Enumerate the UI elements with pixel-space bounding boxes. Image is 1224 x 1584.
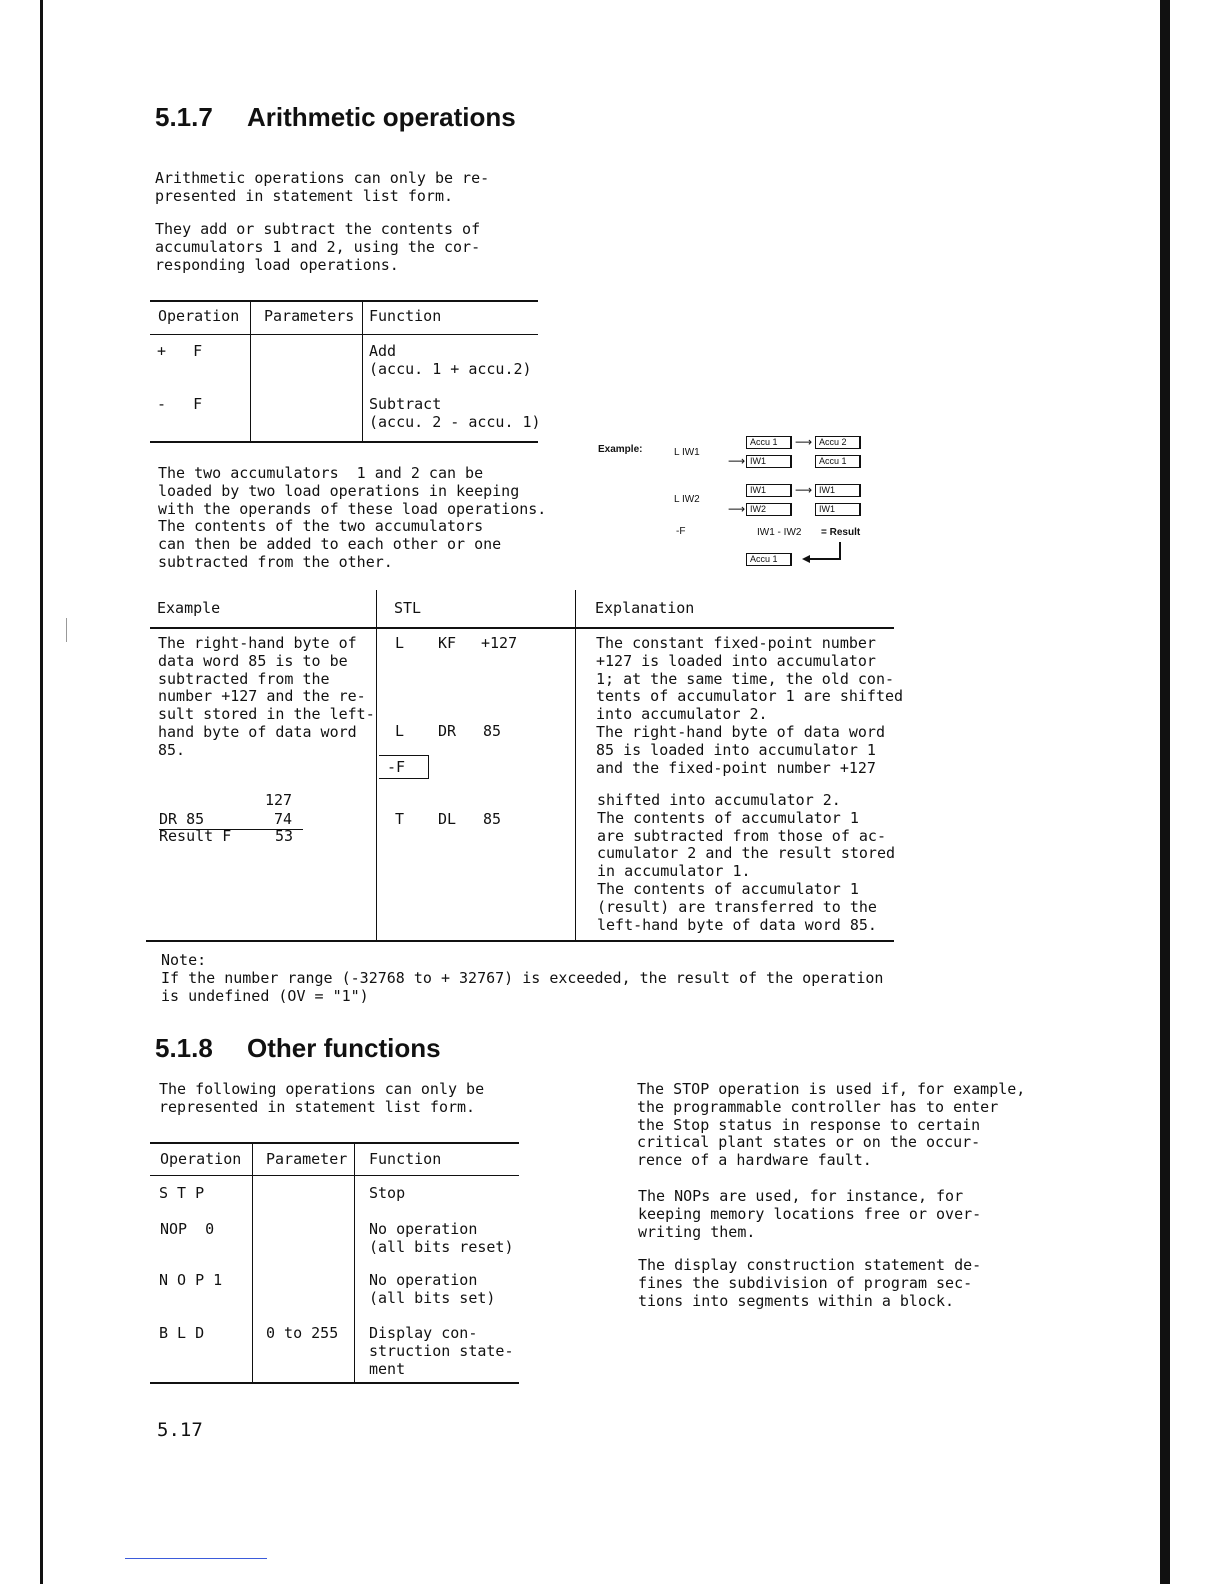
cell-function-stp: Stop: [369, 1184, 406, 1202]
accu2-box: Accu 2: [815, 436, 861, 449]
return-arrow-icon: [800, 540, 846, 564]
stl-op-2: L: [395, 722, 405, 740]
table-rule-top: [150, 300, 538, 302]
section-heading-5-1-8: [155, 1033, 441, 1064]
cell-operation-stp: S T P: [159, 1184, 205, 1202]
cell-function-subtract: Subtract (accu. 2 - accu. 1): [369, 395, 541, 431]
stl-operand-1: KF: [438, 634, 457, 652]
diagram-result-label: = Result: [821, 527, 861, 538]
footer-rule: [125, 1558, 267, 1559]
bld-paragraph: The display construction statement de- fines the subdivision of program sec- tions into segments within a block.: [638, 1256, 982, 1310]
explanation-part-2: shifted into accumulator 2. The contents of accumulator 1 are subtracted from those of ac- cumulator 2 and the result stored in accumulator 1. The contents of accumulator 1 (result) are transferred to the left-hand byte of data word 85.: [597, 791, 896, 934]
cell-operation-add: + F: [157, 342, 203, 360]
column-header-operation: Operation: [160, 1150, 242, 1168]
table-rule-bottom: [150, 441, 538, 443]
table-rule-header: [150, 334, 538, 335]
stl-value-1: +127: [481, 634, 518, 652]
table-col-divider: [575, 590, 576, 940]
column-header-stl: STL: [394, 599, 422, 617]
column-header-function: Function: [369, 1150, 442, 1168]
arrow-right-icon: ⟶: [728, 454, 746, 468]
calc-result-value: 53: [275, 827, 294, 845]
table-col-divider: [250, 300, 251, 442]
column-header-function: Function: [369, 307, 442, 325]
diagram-label: Example:: [598, 444, 643, 455]
accu1-box: Accu 1: [746, 436, 792, 449]
stl-operand-2: DR: [438, 722, 457, 740]
cell-operation-bld: B L D: [159, 1324, 205, 1342]
table-rule-header: [150, 627, 894, 629]
table-col-divider: [354, 1142, 355, 1383]
column-header-example: Example: [157, 599, 221, 617]
nop-paragraph: The NOPs are used, for instance, for keeping memory locations free or over- writing them.: [638, 1187, 982, 1241]
section-title: Other functions: [247, 1033, 441, 1063]
stl-operand-4: DL: [438, 810, 457, 828]
intro-paragraph-1: Arithmetic operations can only be re- presented in statement list form.: [155, 169, 490, 205]
other-functions-intro: The following operations can only be represented in statement list form.: [159, 1080, 485, 1116]
table-col-divider: [362, 300, 363, 442]
diagram-stmt-3: -F: [676, 526, 686, 537]
table-rule-top: [150, 1142, 519, 1144]
arrow-right-icon: ⟶: [795, 435, 813, 449]
table-rule-header: [150, 1175, 519, 1176]
arrow-right-icon: ⟶: [728, 502, 746, 516]
section-number: 5.1.8: [155, 1033, 213, 1063]
iw2-box: IW2: [746, 503, 792, 516]
column-header-parameter: Parameter: [266, 1150, 348, 1168]
calc-subtrahend-label: DR 85: [159, 810, 205, 828]
section-title: Arithmetic operations: [247, 102, 516, 132]
scan-edge-right: [1160, 0, 1170, 1584]
iw1-box: IW1: [746, 484, 792, 497]
stl-op-4: T: [395, 810, 405, 828]
cell-operation-subtract: - F: [157, 395, 203, 413]
scan-edge-left: [40, 0, 43, 1584]
stl-value-4: 85: [483, 810, 502, 828]
diagram-stmt-1: L IW1: [674, 447, 700, 458]
stl-op-3: -F: [387, 758, 406, 776]
scan-mark: [66, 618, 67, 642]
calc-subtrahend-value: 74: [274, 810, 293, 828]
cell-operation-nop0: NOP 0: [160, 1220, 215, 1238]
note: Note: If the number range (-32768 to + 32767) is exceeded, the result of the operation is undefined (OV = "1"): [161, 951, 884, 1005]
stl-op-1: L: [395, 634, 405, 652]
calc-result-label: Result F: [159, 827, 232, 845]
intro-paragraph-2: They add or subtract the contents of accumulators 1 and 2, using the cor- responding load operations.: [155, 220, 481, 274]
accu1-box: Accu 1: [815, 455, 861, 468]
cell-parameter-bld: 0 to 255: [266, 1324, 339, 1342]
diagram-formula: IW1 - IW2: [757, 527, 802, 538]
column-header-operation: Operation: [158, 307, 240, 325]
iw1-box: IW1: [815, 503, 861, 516]
arrow-right-icon: ⟶: [795, 483, 813, 497]
column-header-explanation: Explanation: [595, 599, 695, 617]
cell-function-nop1: No operation (all bits set): [369, 1271, 496, 1307]
example-description: The right-hand byte of data word 85 is to be subtracted from the number +127 and the re- sult stored in the left- hand byte of data word 85.: [158, 634, 375, 759]
stop-paragraph: The STOP operation is used if, for example, the programmable controller has to enter the Stop status in response to certain critical plant states or on the occur- rence of a hardware fault.: [637, 1080, 1026, 1170]
diagram-stmt-2: L IW2: [674, 494, 700, 505]
cell-function-bld: Display con- struction state- ment: [369, 1324, 514, 1378]
iw1-box: IW1: [746, 455, 792, 468]
table-col-divider: [252, 1142, 253, 1383]
column-header-parameters: Parameters: [264, 307, 355, 325]
iw1-box: IW1: [815, 484, 861, 497]
stl-value-2: 85: [483, 722, 502, 740]
section-heading-5-1-7: [155, 102, 516, 133]
result-accu1-box: Accu 1: [746, 553, 792, 566]
calc-minuend: 127: [265, 791, 293, 809]
table-col-divider: [376, 590, 377, 940]
table-rule-bottom: [150, 1382, 519, 1384]
cell-function-nop0: No operation (all bits reset): [369, 1220, 514, 1256]
page-number: 5.17: [157, 1419, 203, 1441]
cell-function-add: Add (accu. 1 + accu.2): [369, 342, 532, 378]
section-number: 5.1.7: [155, 102, 213, 132]
explanation-part-1: The constant fixed-point number +127 is loaded into accumulator 1; at the same time, the old con- tents of accumulator 1 are shifted into accumulator 2. The right-hand byte of data word 85 is loaded into accumulator 1 and the fixed-point number +127: [596, 634, 904, 777]
cell-operation-nop1: N O P 1: [159, 1271, 223, 1289]
table-rule-bottom: [146, 940, 894, 942]
accumulator-paragraph: The two accumulators 1 and 2 can be loaded by two load operations in keeping with the operands of these load operations. The contents of the two accumulators can then be added to each other or one subtracted from the other.: [158, 464, 547, 571]
